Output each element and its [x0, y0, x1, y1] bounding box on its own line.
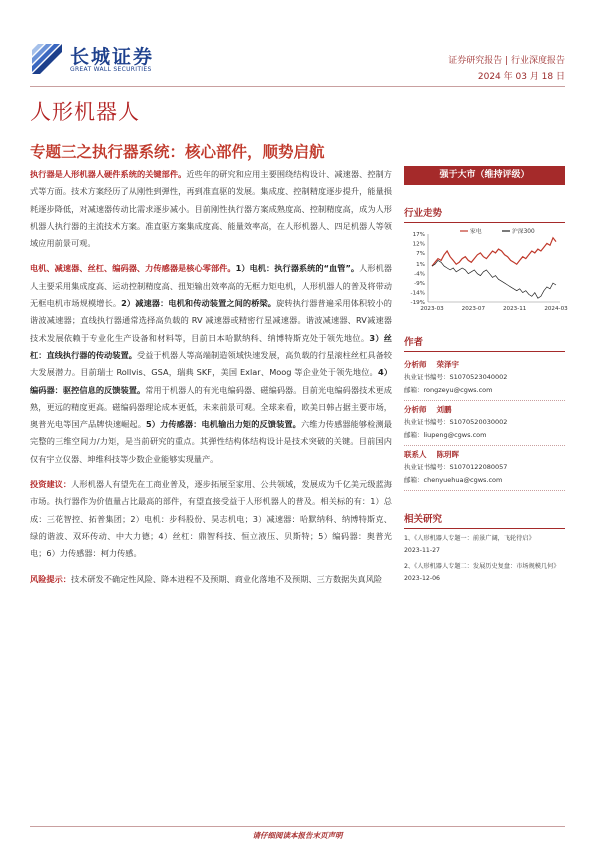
- authors-section-title: 作者: [404, 334, 565, 352]
- y-tick-label: 12%: [412, 241, 425, 248]
- encoder-heading: 4）编码器：驱控信息的反馈装置。: [30, 367, 393, 395]
- brand-logo: [30, 40, 170, 80]
- analyst-entry: [404, 401, 565, 446]
- brand-name: 长城证券: [70, 46, 155, 68]
- risk-paragraph: [30, 571, 392, 588]
- analyst-name: 荣泽宇: [436, 360, 459, 369]
- trend-section-title: 行业走势: [404, 205, 565, 223]
- analyst-name: 刘鹏: [436, 405, 452, 414]
- analyst-cert: 执业证书编号：S1070520030002: [404, 418, 508, 426]
- industry-title: 人形机器人: [30, 100, 140, 124]
- risk-lead: 风险提示：: [30, 573, 71, 584]
- related-list: [404, 533, 565, 585]
- analyst-email[interactable]: 邮箱：chenyuehua@cgws.com: [404, 476, 503, 484]
- report-title: 专题三之执行器系统：核心部件，顺势启航: [30, 143, 325, 161]
- footer-divider: [30, 826, 565, 827]
- brand-name-en: GREAT WALL SECURITIES: [70, 66, 152, 73]
- reducer-text: 旋转执行器普遍采用体积较小的谐波减速器；直线执行器通常选择高负载的 RV 减速器或精密行星减速器。谐波减速器、RV减速器技术发展依赖于专业化生产设备和材料等，目前日本哈默纳科、纳博特斯克处于领先地位。: [30, 298, 392, 343]
- report-date: 2024 年 03 月 18 日: [477, 72, 565, 82]
- force-sensor-text: 六维力传感器能够检测最完整的三维空间力/力矩，是当前研究的重点。其弹性结构体结构设计是技术突破的关键。目前国内仅有宇立仪器、坤维科技等少数企业能够实现量产。: [30, 419, 392, 464]
- investment-paragraph: [30, 476, 392, 562]
- y-tick-label: 17%: [412, 232, 425, 238]
- related-section-title: 相关研究: [404, 511, 565, 529]
- y-tick-label: -14%: [410, 290, 425, 297]
- series-line: [432, 260, 556, 298]
- x-tick-label: 2023-03: [420, 306, 444, 312]
- force-sensor-heading: 5）力传感器：电机输出力矩的反馈装置。: [146, 419, 301, 430]
- y-tick-label: -9%: [414, 281, 425, 288]
- screw-text: 受益于机器人等高端制造领域快速发展，高负载的行星滚柱丝杠具备较大发展潜力。目前瑞士 Rollvis、GSA，瑞典 SKF，美国 Exlar、Moog 等企业处于领先地位。: [30, 349, 392, 378]
- analyst-email[interactable]: 邮箱：rongzeyu@cgws.com: [404, 386, 493, 394]
- trend-chart: [404, 226, 568, 314]
- legend-label: 家电: [470, 229, 482, 235]
- related-report-date: 2023-12-06: [404, 575, 440, 582]
- y-tick-label: -4%: [414, 271, 425, 278]
- analyst-entry: [404, 356, 565, 401]
- analyst-role: 分析师: [404, 360, 427, 369]
- y-tick-label: 1%: [416, 262, 425, 269]
- y-tick-label: 7%: [416, 250, 425, 257]
- related-report-link[interactable]: 2、《人形机器人专题二：发展历史复盘：市场规模几何》: [404, 563, 560, 570]
- y-tick-label: -19%: [410, 300, 425, 306]
- analyst-entry: [404, 446, 565, 491]
- motor-heading: 1）电机：执行器系统的“血管”。: [235, 263, 360, 274]
- x-tick-label: 2023-11: [502, 306, 527, 312]
- motor-text: 人形机器人主要采用集成度高、运动控制精度高、扭矩输出效率高的无框力矩电机，人形机器人的普及将带动无框电机市场规模增长。: [30, 263, 392, 309]
- footer-disclaimer: 请仔细阅读本报告末页声明: [252, 831, 343, 840]
- analyst-cert: 执业证书编号：S1070122080057: [404, 463, 508, 471]
- related-report-date: 2023-11-27: [404, 547, 440, 554]
- summary-paragraph: [30, 166, 392, 252]
- investment-lead: 投资建议：: [30, 479, 72, 490]
- page-header: [0, 0, 595, 92]
- series-line: [432, 238, 556, 266]
- risk-text: 技术研发不确定性风险、降本进程不及预期、商业化落地不及预期、三方数据失真风险: [70, 573, 383, 584]
- encoder-text: 常用于机器人的有光电编码器、磁编码器。目前光电编码器技术更成熟，更远的精度更高。磁编码器理论成本更低，未来前景可观。全球来看，欧美日韩占据主要市场，奥普光电等国产品牌快速崛起。: [30, 384, 392, 430]
- great-wall-logo-icon: [30, 40, 64, 76]
- rating-badge: 强于大市（维持评级）: [404, 166, 565, 185]
- investment-text: 人形机器人有望先在工商业普及，逐步拓展至家用、公共领域，发展成为千亿美元级蓝海市场。执行器作为价值量占比最高的部件，有望直接受益于人形机器人的普及。相关标的有：1）总成：三花智控、拓普集团；2）电机：步科股份、昊志机电；3）减速器：哈默纳科、纳博特斯克、绿的谐波、双环传动、中大力德；4）丝杠：鼎智科技、恒立液压、贝斯特；5）编码器：奥普光电；6）力传感器：柯力传感。: [30, 479, 392, 559]
- analyst-list: [404, 356, 565, 491]
- trend-chart-svg: [404, 226, 568, 314]
- legend-label: 沪深300: [512, 229, 535, 235]
- x-tick-label: 2023-07: [461, 306, 486, 312]
- reducer-heading: 2）减速器：电机和传动装置之间的桥梁。: [121, 298, 277, 309]
- related-report-link[interactable]: 1、《人形机器人专题一：前景广阔，飞轮待启》: [404, 535, 535, 542]
- summary-text: 近些年的研究和应用主要围绕结构设计、减速器、控制方式等方面。技术方案经历了从刚性到弹性，再到准直驱的发展。集成度、控制精度逐步提升，能量损耗逐步降低，对减速器传动比需求逐步减小。目前刚性执行器方案成熟度高、控制精度高，成为人形机器人执行器的主流技术方案。准直驱方案集成度高、能量效率高，在人形机器人、四足机器人等领域应用前景可观。: [30, 169, 392, 249]
- report-type: 证券研究报告 | 行业深度报告: [448, 56, 565, 66]
- analyst-email[interactable]: 邮箱：liupeng@cgws.com: [404, 431, 487, 439]
- components-lead: 电机、减速器、丝杠、编码器、力传感器是核心零部件。: [30, 263, 236, 274]
- analyst-role: 联系人: [404, 450, 427, 459]
- summary-lead: 执行器是人形机器人硬件系统的关键部件。: [30, 169, 187, 179]
- analyst-role: 分析师: [404, 405, 427, 414]
- analyst-cert: 执业证书编号：S1070523040002: [404, 373, 508, 381]
- screw-heading: 3）丝杠：直线执行器的传动装置。: [30, 332, 392, 360]
- x-tick-label: 2024-03: [544, 306, 568, 312]
- sidebar: [404, 166, 568, 585]
- main-body: [30, 166, 392, 596]
- header-divider: [30, 86, 565, 87]
- analyst-name: 陈玥晖: [436, 450, 459, 459]
- components-paragraph: [30, 260, 392, 468]
